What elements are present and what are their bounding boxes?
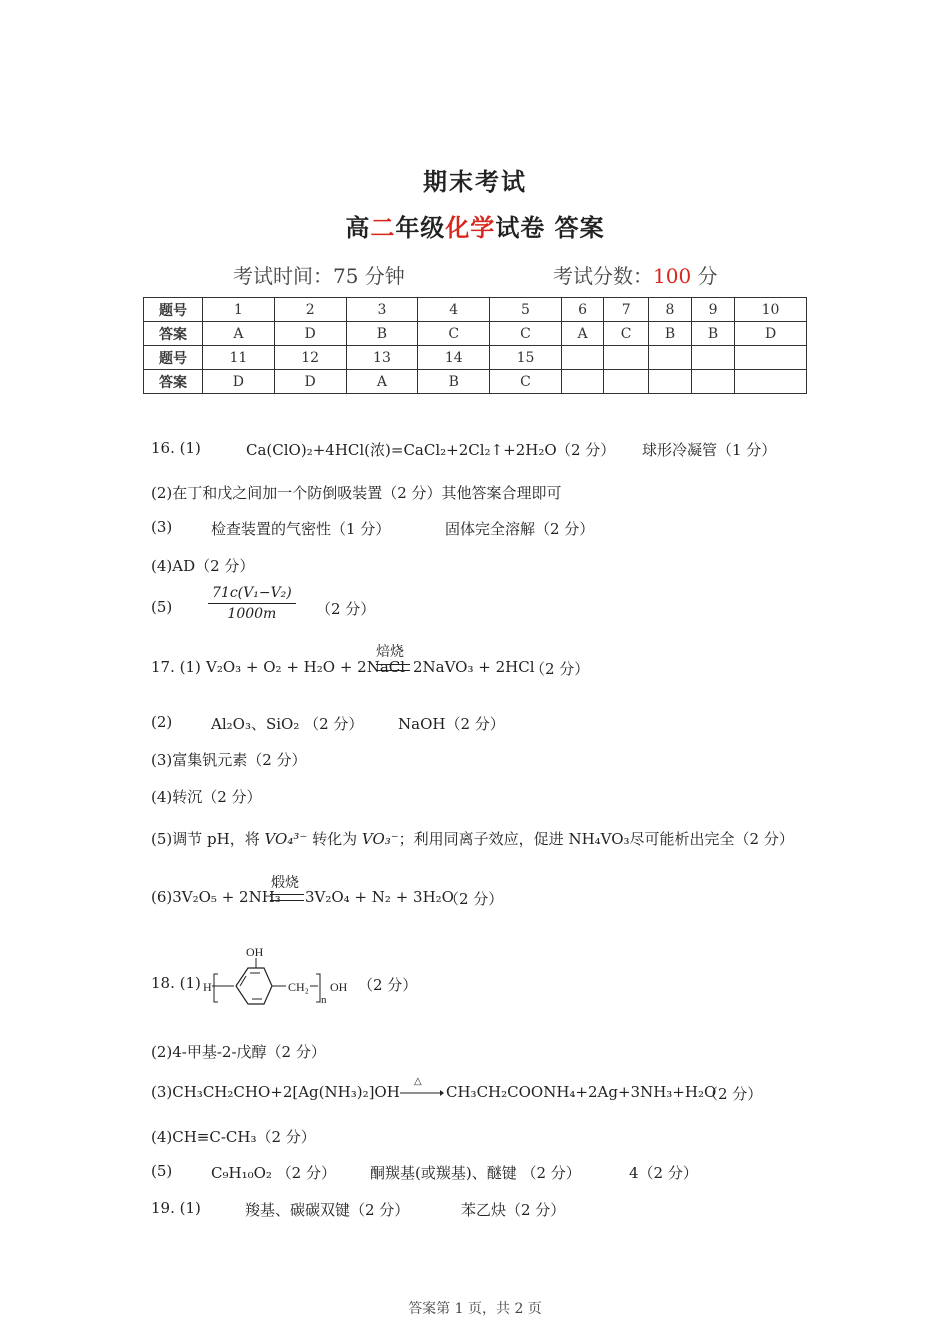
header-cell: 题号 (144, 298, 203, 322)
q17-part5-c: ；利用同离子效应，促进 NH₄VO₃尽可能析出完全（2 分） (398, 830, 794, 848)
table-cell (604, 370, 649, 394)
table-cell: C (418, 322, 490, 346)
q19-label: 19. (1) (151, 1199, 201, 1217)
q17-part6-left: (6)3V₂O₅ + 2NH₃ (151, 888, 281, 906)
exam-subtitle (0, 208, 950, 243)
table-cell: 8 (648, 298, 691, 322)
table-row (144, 370, 807, 394)
right-bracket (316, 974, 320, 1002)
q17-part2-label: (2) (151, 713, 173, 731)
table-cell: B (346, 322, 418, 346)
table-row (144, 346, 807, 370)
q18-part3-score: （2 分） (703, 1085, 763, 1103)
table-cell: D (274, 370, 346, 394)
table-row (144, 322, 807, 346)
table-cell (692, 346, 735, 370)
q18-part5-label: (5) (151, 1162, 173, 1180)
table-cell: 9 (692, 298, 735, 322)
q16-part5-fraction (208, 585, 296, 622)
q17-eq-score: （2 分） (530, 660, 590, 678)
table-cell: 6 (561, 298, 603, 322)
q16-part5-label: (5) (151, 598, 173, 616)
exam-score (553, 260, 718, 289)
table-cell: 13 (346, 346, 418, 370)
table-cell (648, 346, 691, 370)
table-cell: A (561, 322, 603, 346)
q17-label: 17. (1) (151, 658, 201, 676)
vanadate-ion: VO₄³⁻ (264, 830, 308, 848)
structure-h: H (203, 980, 212, 994)
q17-part6-score: （2 分） (444, 890, 504, 908)
q17-part3: (3)富集钒元素（2 分） (151, 751, 307, 769)
table-cell: B (418, 370, 490, 394)
structure-oh-top: OH (246, 945, 264, 959)
table-cell: A (346, 370, 418, 394)
q16-part3-a: 检查装置的气密性（1 分） (211, 520, 391, 538)
table-cell (735, 370, 807, 394)
q18-part3-right: CH₃CH₂COONH₄+2Ag+3NH₃+H₂O (446, 1083, 717, 1101)
header-cell: 答案 (144, 322, 203, 346)
table-cell: C (604, 322, 649, 346)
answer-table (143, 297, 807, 394)
subtitle-part3: 年级 (395, 213, 446, 242)
table-cell: A (203, 322, 275, 346)
header-cell: 题号 (144, 346, 203, 370)
table-cell (604, 346, 649, 370)
q16-equation: Ca(ClO)₂+4HCl(浓)=CaCl₂+2Cl₂↑+2H₂O (246, 441, 557, 459)
page-footer: 答案第 1 页，共 2 页 (408, 1301, 542, 1317)
table-cell: 1 (203, 298, 275, 322)
q16-part3-b: 固体完全溶解（2 分） (445, 520, 595, 538)
exam-time (233, 260, 405, 289)
table-cell: 5 (490, 298, 562, 322)
q18-part1-score: （2 分） (358, 976, 418, 994)
q18-part5-a: C₉H₁₀O₂ （2 分） (211, 1164, 336, 1182)
subtitle-grade: 二 (370, 213, 396, 242)
table-cell (648, 370, 691, 394)
q17-part2-a: Al₂O₃、SiO₂ （2 分） (211, 715, 364, 733)
header-cell: 答案 (144, 370, 203, 394)
metavanadate-ion: VO₃⁻ (361, 830, 399, 848)
q17-eq-condition: 焙烧 (376, 644, 404, 660)
q17-part6-condition: 煅烧 (271, 875, 299, 891)
reaction-arrow-icon (400, 1088, 444, 1098)
q19-part1-a: 羧基、碳碳双键（2 分） (245, 1201, 410, 1219)
q18-part5-c: 4（2 分） (629, 1164, 698, 1182)
q18-part5-b: 酮羰基(或羰基)、醚键 （2 分） (370, 1164, 581, 1182)
table-cell: C (490, 322, 562, 346)
left-bracket (214, 974, 218, 1002)
subtitle-part5: 试卷 答案 (495, 213, 605, 242)
q17-part5-a: (5)调节 pH，将 (151, 830, 260, 848)
exam-score-value: 100 (653, 264, 692, 288)
q16-part5-score: （2 分） (316, 600, 376, 618)
polymer-structure-diagram (200, 940, 360, 1010)
fraction-numerator: 71c(V₁−V₂) (208, 585, 296, 604)
q16-part3-label: (3) (151, 518, 173, 536)
q17-eq-right: 2NaVO₃ + 2HCl (413, 658, 535, 676)
table-cell: B (692, 322, 735, 346)
q17-part6-equals-sign (270, 894, 304, 901)
exam-score-label: 考试分数： (553, 264, 653, 288)
table-cell: D (274, 322, 346, 346)
q16-part1-b: 球形冷凝管（1 分） (642, 441, 777, 459)
q17-part5 (151, 828, 794, 849)
q16-eq-score: （2 分） (556, 441, 616, 459)
exam-time-value: 75 分钟 (333, 264, 405, 288)
exam-score-unit: 分 (691, 264, 718, 288)
q17-part4: (4)转沉（2 分） (151, 788, 262, 806)
table-cell: 15 (490, 346, 562, 370)
q16-part4: (4)AD（2 分） (151, 557, 255, 575)
table-cell: B (648, 322, 691, 346)
table-cell: 12 (274, 346, 346, 370)
q16-part2: (2)在丁和戊之间加一个防倒吸装置（2 分）其他答案合理即可 (151, 484, 562, 502)
structure-n: n (321, 994, 327, 1006)
table-cell: 3 (346, 298, 418, 322)
table-cell: C (490, 370, 562, 394)
q17-equals-sign (376, 664, 410, 671)
table-cell (561, 370, 603, 394)
structure-oh-end: OH (330, 980, 348, 994)
table-cell: D (203, 370, 275, 394)
fraction-denominator: 1000m (227, 606, 277, 622)
exam-title: 期末考试 (423, 167, 527, 196)
table-cell (561, 346, 603, 370)
table-cell: 4 (418, 298, 490, 322)
table-cell: 14 (418, 346, 490, 370)
q16-label: 16. (1) (151, 439, 201, 457)
table-cell: D (735, 322, 807, 346)
table-cell: 7 (604, 298, 649, 322)
q18-part4: (4)CH≡C-CH₃（2 分） (151, 1128, 316, 1146)
q18-label: 18. (1) (151, 974, 201, 992)
table-cell: 2 (274, 298, 346, 322)
q19-part1-b: 苯乙炔（2 分） (461, 1201, 566, 1219)
exam-time-label: 考试时间： (233, 264, 333, 288)
q18-part3-left: (3)CH₃CH₂CHO+2[Ag(NH₃)₂]OH (151, 1083, 400, 1101)
q17-part5-b: 转化为 (312, 830, 358, 848)
q18-part3-condition: △ (414, 1076, 422, 1087)
subtitle-part1: 高 (345, 213, 371, 242)
table-row (144, 298, 807, 322)
q18-part2: (2)4-甲基-2-戊醇（2 分） (151, 1043, 326, 1061)
table-cell: 10 (735, 298, 807, 322)
q17-eq-left: V₂O₃ + O₂ + H₂O + 2NaCl (206, 658, 406, 676)
table-cell (735, 346, 807, 370)
q17-part6-right: 3V₂O₄ + N₂ + 3H₂O (305, 888, 454, 906)
table-cell: 11 (203, 346, 275, 370)
q17-part2-b: NaOH（2 分） (398, 715, 505, 733)
table-cell (692, 370, 735, 394)
subtitle-subject: 化学 (445, 213, 496, 242)
structure-ch2: CH₂ (288, 980, 309, 994)
